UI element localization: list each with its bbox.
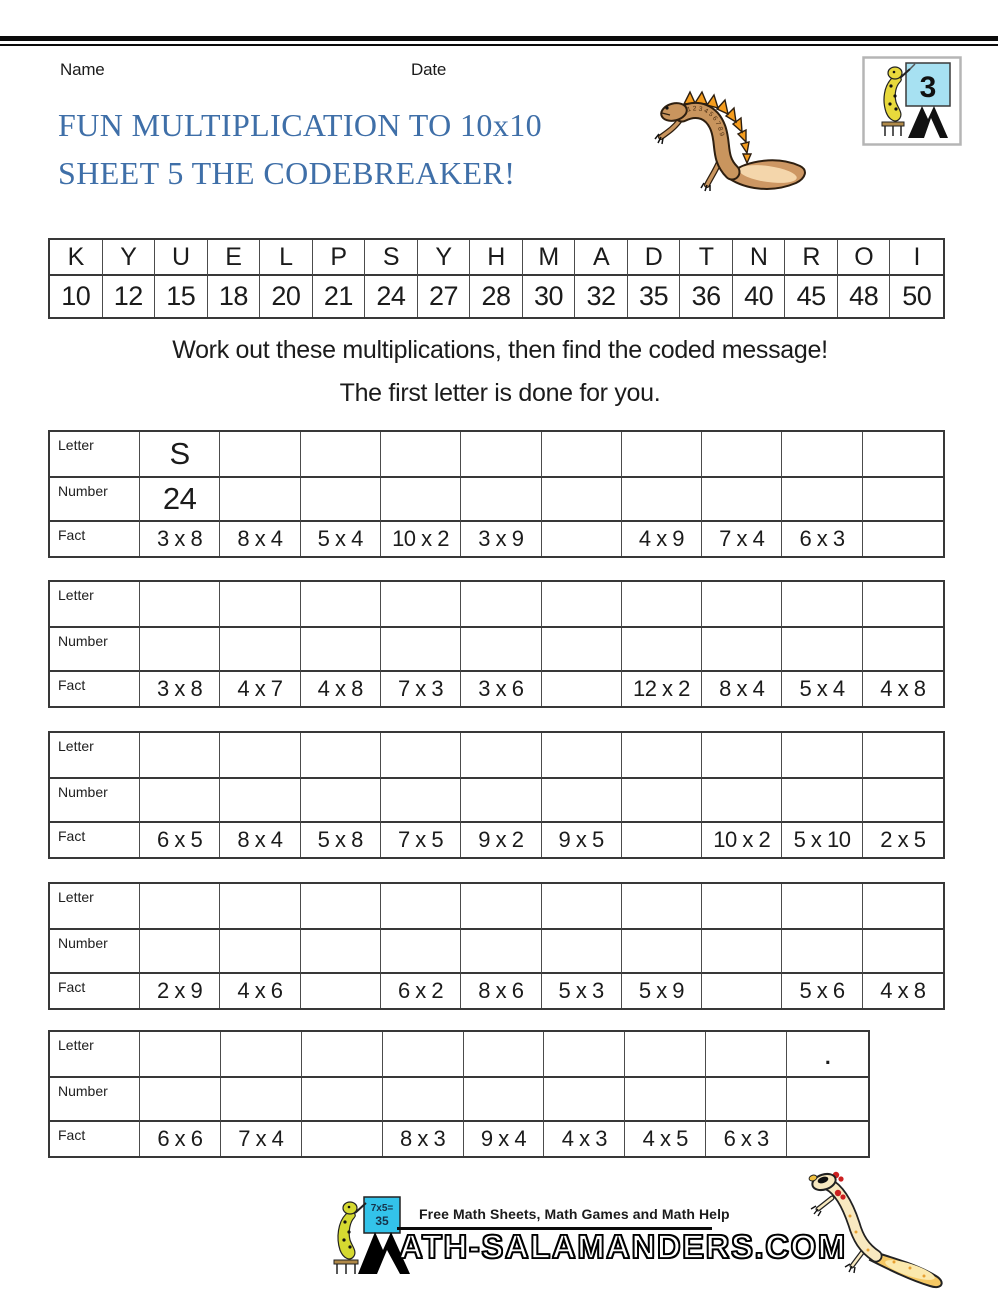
row-label-fact: Fact xyxy=(50,1122,140,1156)
letter-cell xyxy=(461,884,541,930)
letter-cell xyxy=(461,432,541,478)
row-label-number: Number xyxy=(50,930,140,974)
row-label-letter: Letter xyxy=(50,1032,140,1078)
fact-cell: 9 x 4 xyxy=(464,1122,545,1156)
letter-cell xyxy=(381,582,461,628)
code-letter-cell: T xyxy=(680,240,733,276)
fact-cell: 3 x 8 xyxy=(140,672,220,706)
row-label-letter: Letter xyxy=(50,884,140,930)
fact-cell xyxy=(787,1122,868,1156)
number-cell xyxy=(381,628,461,672)
code-number-cell: 28 xyxy=(470,276,523,317)
fact-cell xyxy=(542,672,622,706)
letter-cell: . xyxy=(787,1032,868,1078)
fact-cell: 6 x 6 xyxy=(140,1122,221,1156)
page-title-line2: SHEET 5 THE CODEBREAKER! xyxy=(58,155,516,191)
row-label-letter: Letter xyxy=(50,582,140,628)
fact-cell xyxy=(542,522,622,556)
number-cell xyxy=(625,1078,706,1122)
number-cell xyxy=(542,779,622,823)
letter-cell xyxy=(863,884,943,930)
number-cell xyxy=(544,1078,625,1122)
fact-cell: 7 x 4 xyxy=(702,522,782,556)
code-number-cell: 12 xyxy=(103,276,156,317)
letter-cell xyxy=(782,432,862,478)
number-cell xyxy=(702,930,782,974)
code-number-cell: 20 xyxy=(260,276,313,317)
fact-cell: 5 x 4 xyxy=(301,522,381,556)
code-letter-cell: Y xyxy=(103,240,156,276)
code-letter-cell: E xyxy=(208,240,261,276)
letter-cell xyxy=(625,1032,706,1078)
footer-wordmark: ATH-SALAMANDERS.COM xyxy=(399,1228,847,1265)
number-cell xyxy=(461,779,541,823)
code-letter-cell: M xyxy=(523,240,576,276)
number-cell xyxy=(782,628,862,672)
code-key-table xyxy=(48,238,945,319)
letter-cell xyxy=(302,1032,383,1078)
code-number-cell: 35 xyxy=(628,276,681,317)
number-cell xyxy=(542,478,622,522)
letter-cell xyxy=(140,733,220,779)
code-letter-cell: I xyxy=(890,240,943,276)
row-label-number: Number xyxy=(50,779,140,823)
answer-table-4 xyxy=(48,882,945,1010)
answer-table-5 xyxy=(48,1030,870,1158)
fact-cell: 3 x 6 xyxy=(461,672,541,706)
answer-table-3 xyxy=(48,731,945,859)
logo-card-bottom-text: 35 xyxy=(375,1214,389,1228)
letter-cell xyxy=(140,1032,221,1078)
letter-cell xyxy=(622,432,702,478)
code-number-cell: 27 xyxy=(418,276,471,317)
letter-cell xyxy=(301,432,381,478)
number-cell xyxy=(863,628,943,672)
name-label: Name xyxy=(60,60,105,79)
fact-cell: 5 x 9 xyxy=(622,974,702,1008)
number-cell xyxy=(461,930,541,974)
letter-cell xyxy=(301,733,381,779)
letter-cell xyxy=(461,733,541,779)
code-number-cell: 21 xyxy=(313,276,366,317)
letter-cell xyxy=(702,582,782,628)
code-letter-cell: P xyxy=(313,240,366,276)
fact-cell: 8 x 6 xyxy=(461,974,541,1008)
number-cell xyxy=(381,779,461,823)
code-letter-cell: S xyxy=(365,240,418,276)
letter-cell xyxy=(542,733,622,779)
fact-cell: 2 x 9 xyxy=(140,974,220,1008)
number-cell xyxy=(787,1078,868,1122)
row-label-number: Number xyxy=(50,478,140,522)
code-number-cell: 32 xyxy=(575,276,628,317)
letter-cell xyxy=(381,432,461,478)
number-cell xyxy=(622,478,702,522)
fact-cell: 6 x 3 xyxy=(782,522,862,556)
code-letter-cell: U xyxy=(155,240,208,276)
number-cell xyxy=(461,628,541,672)
number-cell xyxy=(542,628,622,672)
top-rule-thick xyxy=(0,36,998,41)
fact-cell: 4 x 6 xyxy=(220,974,300,1008)
badge-number: 3 xyxy=(919,71,937,104)
code-number-cell: 50 xyxy=(902,281,932,311)
letter-cell xyxy=(702,884,782,930)
fact-cell: 5 x 4 xyxy=(782,672,862,706)
letter-cell xyxy=(464,1032,545,1078)
letter-cell xyxy=(863,582,943,628)
fact-cell xyxy=(301,974,381,1008)
fact-cell: 8 x 4 xyxy=(702,672,782,706)
salamander-illustration xyxy=(798,1168,960,1294)
fact-cell: 8 x 4 xyxy=(220,522,300,556)
fact-cell: 8 x 3 xyxy=(383,1122,464,1156)
fact-cell: 6 x 2 xyxy=(381,974,461,1008)
newt-illustration xyxy=(650,84,820,199)
fact-cell: 6 x 3 xyxy=(706,1122,787,1156)
code-letter-cell: D xyxy=(628,240,681,276)
gecko-badge-icon xyxy=(862,56,962,146)
letter-cell xyxy=(702,733,782,779)
code-letter-cell: R xyxy=(785,240,838,276)
letter-cell xyxy=(301,582,381,628)
letter-cell xyxy=(542,432,622,478)
top-rule-thin xyxy=(0,44,998,46)
letter-cell xyxy=(542,582,622,628)
number-cell xyxy=(464,1078,545,1122)
fact-cell: 7 x 4 xyxy=(221,1122,302,1156)
row-label-letter: Letter xyxy=(50,432,140,478)
code-number-cell: 24 xyxy=(365,276,418,317)
letter-cell xyxy=(782,884,862,930)
row-label-fact: Fact xyxy=(50,522,140,556)
number-cell xyxy=(381,930,461,974)
number-cell xyxy=(301,478,381,522)
fact-cell: 7 x 5 xyxy=(381,823,461,857)
fact-cell: 4 x 7 xyxy=(220,672,300,706)
number-cell xyxy=(220,779,300,823)
fact-cell: 9 x 2 xyxy=(461,823,541,857)
page-title-line1: FUN MULTIPLICATION TO 10x10 xyxy=(58,107,543,143)
answer-table-1 xyxy=(48,430,945,558)
number-cell xyxy=(140,779,220,823)
fact-cell: 4 x 8 xyxy=(880,978,926,1003)
number-cell xyxy=(863,478,943,522)
letter-cell xyxy=(622,733,702,779)
number-cell xyxy=(782,779,862,823)
code-number-cell: 48 xyxy=(838,276,891,317)
number-cell xyxy=(706,1078,787,1122)
fact-cell: 5 x 3 xyxy=(542,974,622,1008)
code-number-cell: 10 xyxy=(50,276,103,317)
letter-cell xyxy=(381,733,461,779)
code-letter-cell: Y xyxy=(418,240,471,276)
row-label-letter: Letter xyxy=(50,733,140,779)
letter-cell xyxy=(863,432,943,478)
letter-cell xyxy=(782,733,862,779)
footer-tagline: Free Math Sheets, Math Games and Math Help xyxy=(419,1206,730,1222)
fact-cell: 3 x 9 xyxy=(461,522,541,556)
number-cell xyxy=(220,930,300,974)
number-cell xyxy=(301,779,381,823)
number-cell: 24 xyxy=(140,478,220,522)
number-cell xyxy=(381,478,461,522)
letter-cell xyxy=(782,582,862,628)
number-cell xyxy=(140,628,220,672)
code-letter-cell: O xyxy=(838,240,891,276)
instructions-line1: Work out these multiplications, then find the coded message! xyxy=(172,336,828,364)
date-label: Date xyxy=(411,60,447,79)
fact-cell: 7 x 3 xyxy=(381,672,461,706)
letter-cell xyxy=(220,733,300,779)
number-cell xyxy=(702,779,782,823)
code-number-cell: 18 xyxy=(208,276,261,317)
row-label-fact: Fact xyxy=(50,672,140,706)
number-cell xyxy=(383,1078,464,1122)
fact-cell: 5 x 6 xyxy=(782,974,862,1008)
fact-cell xyxy=(302,1122,383,1156)
fact-cell: 12 x 2 xyxy=(622,672,702,706)
letter-cell xyxy=(863,733,943,779)
letter-cell xyxy=(140,884,220,930)
letter-cell xyxy=(381,884,461,930)
letter-cell xyxy=(220,884,300,930)
code-letter-cell: K xyxy=(50,240,103,276)
number-cell xyxy=(622,930,702,974)
code-letter-cell: H xyxy=(470,240,523,276)
fact-cell: 10 x 2 xyxy=(702,823,782,857)
fact-cell xyxy=(622,823,702,857)
code-number-cell: 30 xyxy=(523,276,576,317)
fact-cell: 4 x 9 xyxy=(622,522,702,556)
number-cell xyxy=(302,1078,383,1122)
fact-cell: 9 x 5 xyxy=(542,823,622,857)
fact-cell: 4 x 8 xyxy=(880,676,926,701)
number-cell xyxy=(782,930,862,974)
number-cell xyxy=(140,930,220,974)
logo-card-top-text: 7x5= xyxy=(370,1203,394,1214)
code-number-cell: 36 xyxy=(680,276,733,317)
letter-cell xyxy=(221,1032,302,1078)
number-cell xyxy=(863,930,943,974)
letter-cell xyxy=(702,432,782,478)
fact-cell: 8 x 4 xyxy=(220,823,300,857)
fact-cell: 2 x 5 xyxy=(880,827,926,852)
code-letter-cell: N xyxy=(733,240,786,276)
fact-cell xyxy=(863,522,943,556)
letter-cell xyxy=(383,1032,464,1078)
fact-cell: 10 x 2 xyxy=(381,522,461,556)
number-cell xyxy=(622,779,702,823)
number-cell xyxy=(461,478,541,522)
letter-cell xyxy=(622,884,702,930)
number-cell xyxy=(220,628,300,672)
letter-cell xyxy=(706,1032,787,1078)
letter-cell xyxy=(622,582,702,628)
fact-cell xyxy=(702,974,782,1008)
letter-cell xyxy=(544,1032,625,1078)
letter-cell xyxy=(301,884,381,930)
code-letter-cell: A xyxy=(575,240,628,276)
row-label-fact: Fact xyxy=(50,823,140,857)
number-cell xyxy=(863,779,943,823)
number-cell xyxy=(622,628,702,672)
instructions-line2: The first letter is done for you. xyxy=(339,379,661,407)
number-cell xyxy=(301,930,381,974)
fact-cell: 4 x 5 xyxy=(625,1122,706,1156)
number-cell xyxy=(220,478,300,522)
row-label-fact: Fact xyxy=(50,974,140,1008)
newt-spine-numbers: 1 2 3 4 5 6 7 8 9 xyxy=(686,105,726,137)
number-cell xyxy=(301,628,381,672)
fact-cell: 4 x 8 xyxy=(301,672,381,706)
number-cell xyxy=(782,478,862,522)
letter-cell: S xyxy=(140,432,220,478)
fact-cell: 6 x 5 xyxy=(140,823,220,857)
answer-table-2 xyxy=(48,580,945,708)
code-number-cell: 15 xyxy=(155,276,208,317)
number-cell xyxy=(702,478,782,522)
letter-cell xyxy=(220,432,300,478)
row-label-number: Number xyxy=(50,1078,140,1122)
letter-cell xyxy=(542,884,622,930)
fact-cell: 4 x 3 xyxy=(544,1122,625,1156)
code-letter-cell: L xyxy=(260,240,313,276)
fact-cell: 3 x 8 xyxy=(140,522,220,556)
number-cell xyxy=(140,1078,221,1122)
letter-cell xyxy=(461,582,541,628)
number-cell xyxy=(542,930,622,974)
number-cell xyxy=(702,628,782,672)
number-cell xyxy=(221,1078,302,1122)
row-label-number: Number xyxy=(50,628,140,672)
fact-cell: 5 x 10 xyxy=(782,823,862,857)
page-title xyxy=(58,101,542,197)
code-number-cell: 40 xyxy=(733,276,786,317)
code-number-cell: 45 xyxy=(785,276,838,317)
letter-cell xyxy=(140,582,220,628)
letter-cell xyxy=(220,582,300,628)
fact-cell: 5 x 8 xyxy=(301,823,381,857)
